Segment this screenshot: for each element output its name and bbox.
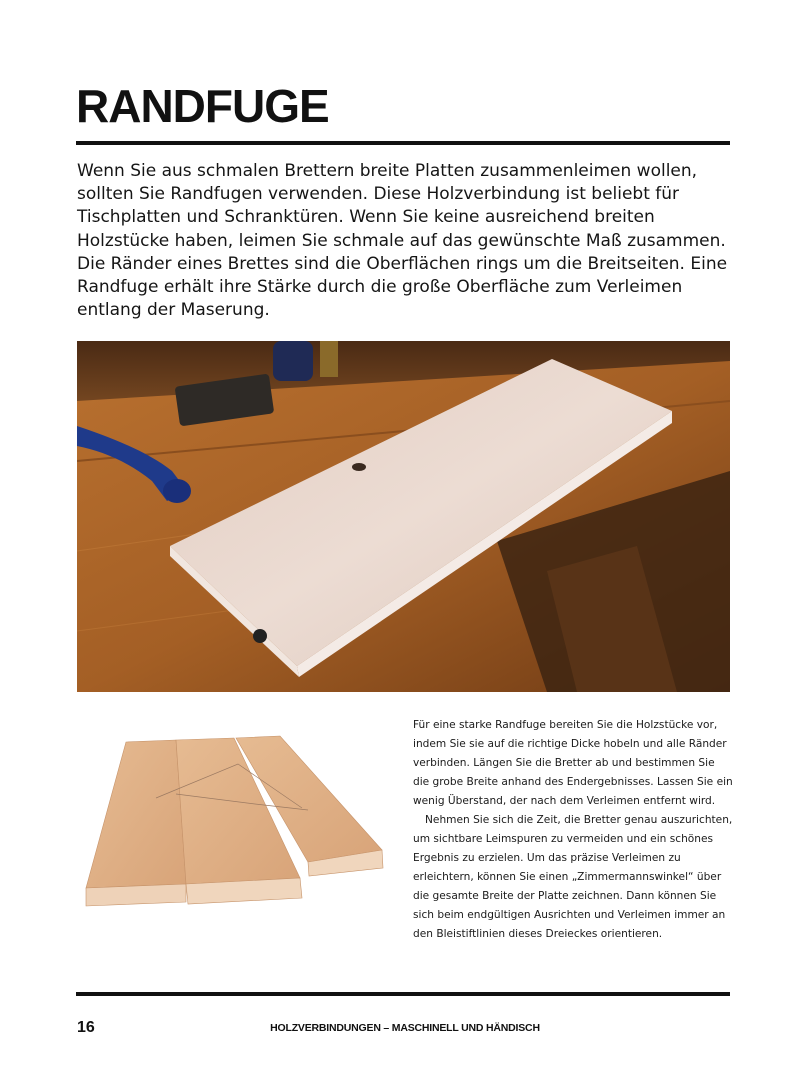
- boards-illustration: [80, 726, 390, 926]
- intro-paragraph: Wenn Sie aus schmalen Brettern breite Platten zusammenleimen wollen, sollten Sie Randfugen verwenden. Diese Holzverbindung ist beliebt für Tischplatten und Schranktüren. Wenn Sie keine ausreichend breiten Holzstücke haben, leimen Sie schmale auf das gewünschte Maß zusammen. Die Ränder eines Brettes sind die Oberflächen rings um die Breitseiten. Eine Randfuge erhält ihre Stärke durch die große Oberfläche zum Verleimen entlang der Maserung.: [77, 161, 728, 321]
- caption-paragraph: Nehmen Sie sich die Zeit, die Bretter genau auszurichten, um sichtbare Leimspuren zu vermeiden und ein schönes Ergebnis zu erzielen. Um das präzise Verleimen zu erleichtern, können Sie einen „Zimmermannswinkel“ über die gesamte Breite der Platte zeichnen. Dann können Sie sich beim endgültigen Ausrichten und Verleimen immer an den Bleistiftlinien dieses Dreieckes orientieren.: [413, 814, 733, 940]
- page-title: RANDFUGE: [76, 80, 329, 132]
- caption-paragraph: Für eine starke Randfuge bereiten Sie die Holzstücke vor, indem Sie sie auf die richtige Dicke hobeln und alle Ränder verbinden. Längen Sie die Bretter ab und bestimmen Sie die grobe Breite anhand des Endergebnisses. Lassen Sie ein wenig Überstand, der nach dem Verleimen entfernt wird.: [413, 719, 733, 807]
- footer-rule: [76, 992, 730, 996]
- caption-text: [413, 716, 733, 944]
- title-rule: [76, 141, 730, 145]
- page-number: 16: [77, 1019, 95, 1036]
- workbench-photo-illustration: [77, 341, 730, 692]
- running-title: HOLZVERBINDUNGEN – MASCHINELL UND HÄNDISCH: [270, 1022, 540, 1034]
- workbench-photo: [77, 341, 730, 692]
- boards-diagram: [80, 726, 390, 926]
